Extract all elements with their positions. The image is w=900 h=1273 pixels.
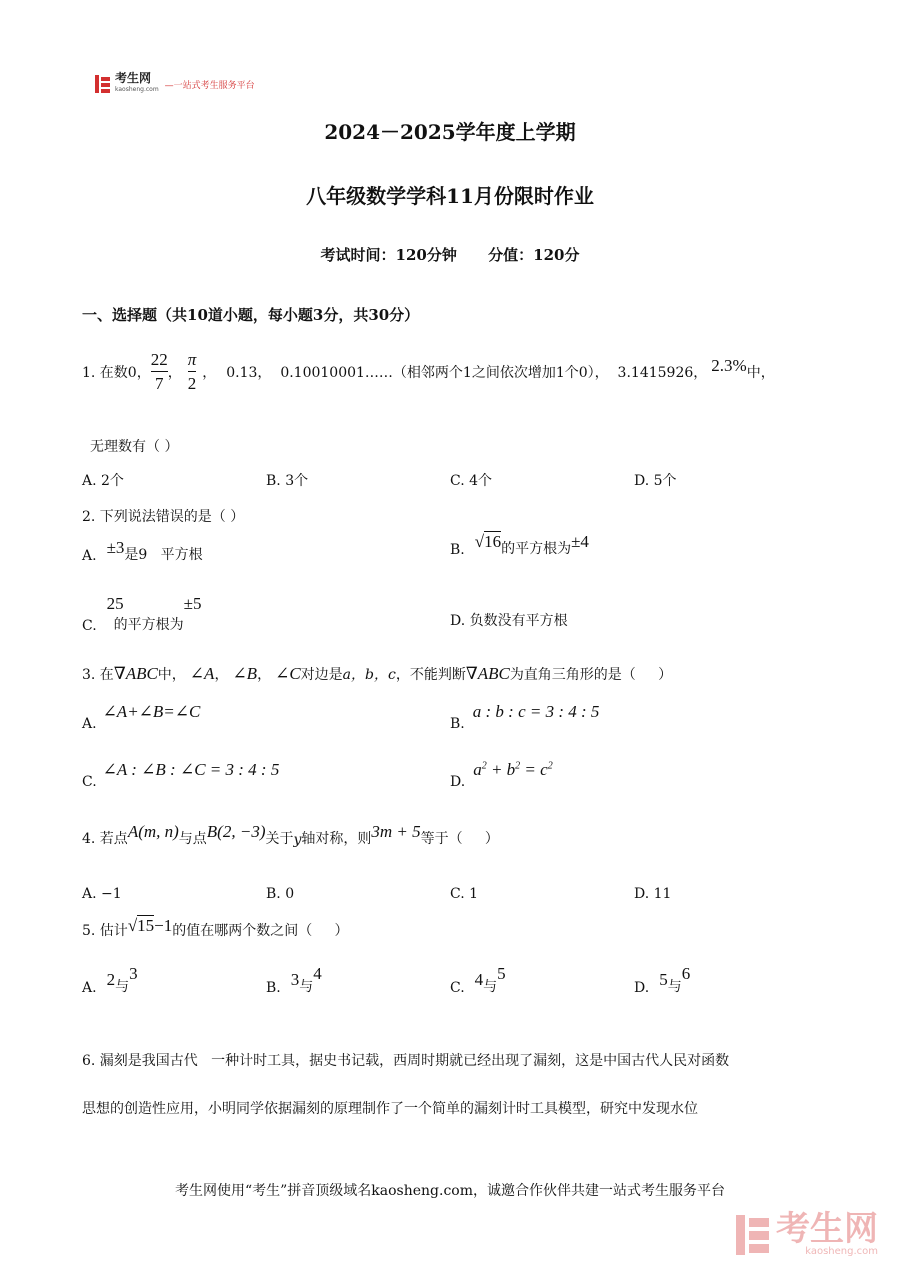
- q1-option-b: B. 3个: [266, 473, 309, 489]
- question-1-stem: [82, 350, 775, 393]
- q5-option-c: C. 4 与 5: [450, 964, 506, 996]
- section-heading: 一、选择题（共10道小题，每小题3分，共30分）: [82, 306, 420, 324]
- logo-name: 考生网 kaosheng.com: [115, 72, 159, 96]
- question-6-line1: 6. 漏刻是我国古代 一种计时工具，据史书记载，西周时期就已经出现了漏刻，这是中国古代人民对函数: [82, 1053, 730, 1069]
- q5-option-b: B. 3 与 4: [266, 964, 322, 996]
- triangle-symbol: ∇ABC: [465, 664, 510, 683]
- question-2-stem: 2. 下列说法错误的是（ ）: [82, 509, 245, 525]
- fraction-pi-2: $\frac{\pi}{2}$: [187, 350, 197, 393]
- q1-prefix: 1. 在数0，: [82, 364, 151, 381]
- q2-option-a: A. ±3 是9 平方根: [82, 538, 203, 564]
- question-4-stem: 4. 若点 A(m, n) 与点 B(2, −3) 关于 y 轴对称，则 3m + 5 等于（ ）: [82, 822, 499, 848]
- fraction-22-7: $\frac{22}{7}$: [150, 350, 168, 393]
- question-3-stem: 3. 在 ∇ABC 中， ∠A ， ∠B ， ∠C 对边是 a，b，c ，不能判断 ∇ABC 为直角三角形的是（ ）: [82, 664, 673, 683]
- logo-slogan: —一站式考生服务平台: [164, 80, 255, 91]
- q3-option-d: D. $a^2 + b^2 = c^2$: [450, 760, 553, 790]
- q1-option-d: D. 5个: [634, 473, 677, 489]
- brand-logo: [95, 72, 255, 96]
- question-1-line2: 无理数有（ ）: [90, 439, 179, 455]
- watermark-text: 考生网: [776, 1209, 878, 1249]
- question-6-line2: 思想的创造性应用，小明同学依据漏刻的原理制作了一个简单的漏刻计时工具模型，研究中发现水位: [82, 1101, 698, 1117]
- q4-option-b: B. 0: [266, 886, 295, 902]
- q1-sep: ，: [167, 364, 182, 381]
- logo-domain: kaosheng.com: [115, 86, 159, 93]
- q5-option-a: A. 2 与 3: [82, 964, 138, 996]
- q3-option-a: A. ∠A+∠B=∠C: [82, 702, 201, 732]
- exam-info: 考试时间：120分钟 分值：120分: [320, 246, 580, 264]
- q5-option-d: D. 5 与 6: [634, 964, 691, 996]
- q1-sep: ，: [202, 364, 217, 381]
- question-5-stem: 5. 估计 √15 −1 的值在哪两个数之间（ ）: [82, 916, 349, 939]
- watermark-domain: kaosheng.com: [805, 1246, 878, 1257]
- footer-text: 考生网使用“考生”拼音顶级域名kaosheng.com，诚邀合作伙伴共建一站式考生服务平台: [174, 1183, 726, 1199]
- sqrt-16: √16: [474, 532, 502, 551]
- q1-option-a: A. 2个: [82, 473, 124, 489]
- sqrt-15: √15: [127, 916, 155, 935]
- watermark-logo-icon: [736, 1215, 770, 1255]
- q4-option-c: C. 1: [450, 886, 479, 902]
- q3-option-b: B. a : b : c = 3 : 4 : 5: [450, 702, 600, 732]
- q1-percent: 2.3%: [711, 355, 747, 375]
- q3-option-c: C. ∠A : ∠B : ∠C = 3 : 4 : 5: [82, 760, 280, 790]
- title-line-2: 八年级数学学科11月份限时作业: [306, 184, 594, 208]
- triangle-symbol: ∇ABC: [113, 664, 158, 683]
- q1-option-c: C. 4个: [450, 473, 493, 489]
- watermark: [736, 1209, 878, 1257]
- q4-option-d: D. 11: [634, 886, 672, 902]
- q1-suffix: 中，: [746, 364, 775, 381]
- q2-option-c: C. 25 的平方根为 ±5: [82, 594, 202, 634]
- pythagorean-formula: $a^2 + b^2 = c^2$: [473, 760, 553, 779]
- q1-rest: 0.13， 0.10010001……（相邻两个1之间依次增加1个0）， 3.1415926，: [226, 364, 708, 381]
- q4-option-a: A. −1: [82, 886, 122, 902]
- title-line-1: 2024－2025学年度上学期: [324, 120, 576, 144]
- q2-option-b: B. √16 的平方根为 ±4: [450, 532, 589, 558]
- logo-icon: [95, 75, 111, 93]
- q2-option-d: D. 负数没有平方根: [450, 613, 568, 629]
